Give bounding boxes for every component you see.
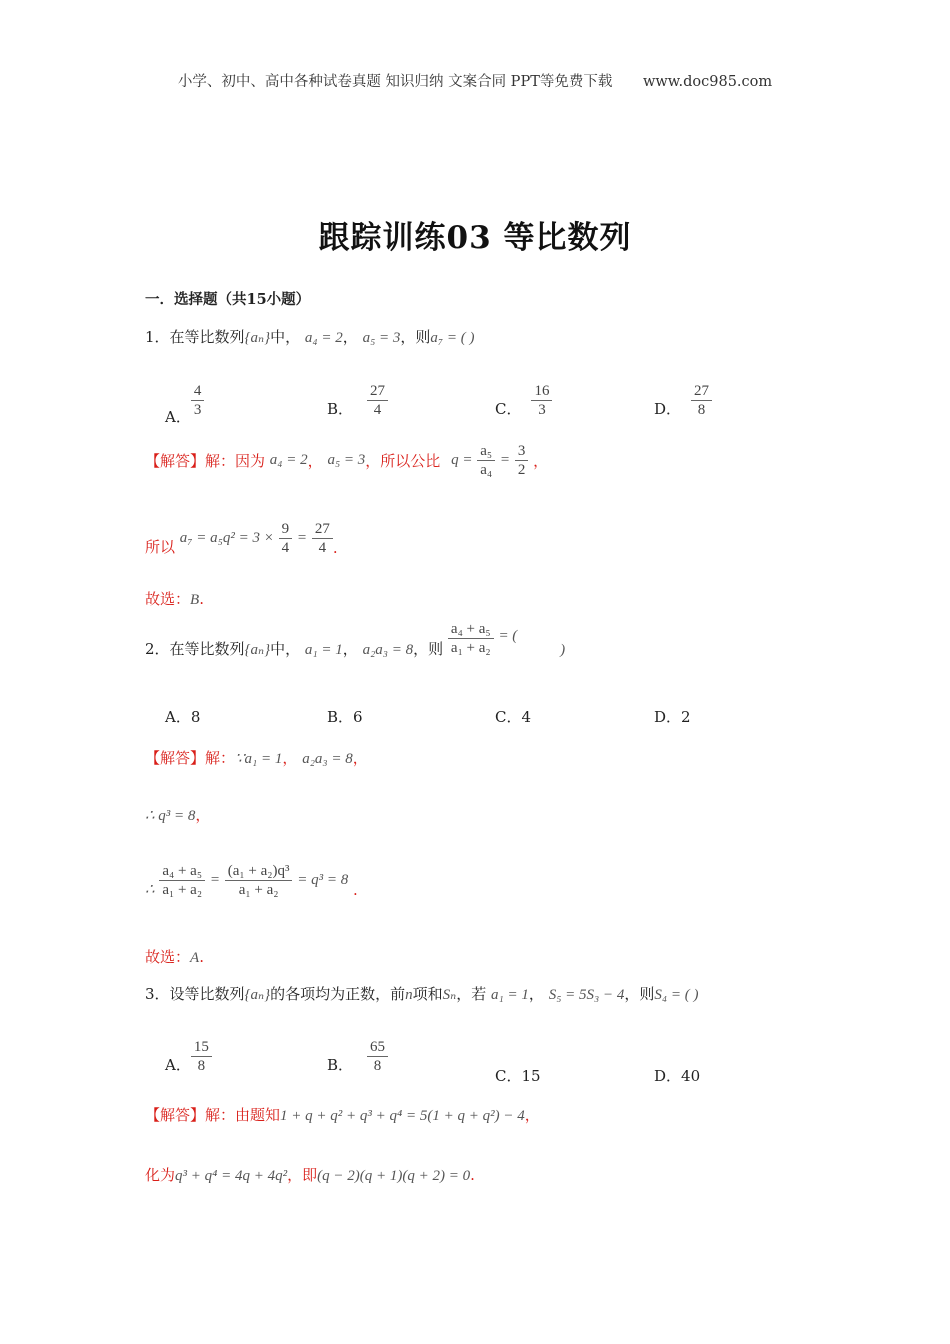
frac-num: (a₁ + a₂)q³ (225, 862, 293, 881)
q1-seq: {aₙ} (244, 330, 271, 346)
q3-solution-line1 (145, 1104, 540, 1125)
frac-den: 8 (697, 402, 706, 418)
header-text: 小学、初中、高中各种试卷真题 知识归纳 文案合同 PPT等免费下载 (177, 74, 613, 90)
frac-den: 4 (373, 402, 382, 418)
frac-den: 4 (281, 540, 290, 556)
option-label: A． (165, 708, 191, 726)
option-value: 8 (190, 708, 201, 726)
option-label: D． (654, 1067, 682, 1085)
solution-tag: 【解答】解：因为 (145, 452, 266, 470)
q2-option-c (495, 706, 531, 727)
frac-num: 15 (191, 1038, 212, 1057)
frac-num: 3 (515, 442, 529, 461)
q3-ask: S₄ = ( ) (654, 987, 699, 1003)
frac-den: 8 (373, 1058, 382, 1074)
question-1-stem (145, 326, 475, 347)
sol-expr: q³ + q⁴ = 4q + 4q² (175, 1168, 288, 1184)
q1-solution-line2 (145, 521, 338, 557)
q2-solution-line2 (145, 804, 210, 825)
sol-expr: a₇ = a₅q² = 3 × (179, 530, 274, 546)
q2-option-a (165, 706, 200, 727)
sol-step2: ∴ q³ = 8 (145, 808, 196, 824)
option-value: 4 (521, 708, 532, 726)
q2-prefix: 2．在等比数列 (145, 640, 245, 658)
frac-num: 27 (367, 382, 388, 401)
q1-solution-line1 (145, 442, 548, 479)
sol-cond1: ∵a₁ = 1 (235, 751, 283, 767)
q2-option-d (654, 706, 691, 727)
q1-cond1: a₄ = 2 (304, 330, 343, 346)
frac-num: a₅ (477, 442, 495, 461)
section-heading: 一．选择题（共15小题） (145, 291, 311, 308)
sol-comma: ， (307, 452, 323, 470)
q2-paren: ) (560, 642, 566, 658)
frac-num: 27 (691, 382, 712, 401)
q1-answer (145, 588, 204, 609)
sol-text: ，所以公比 (365, 452, 441, 470)
option-label: C． (495, 400, 522, 418)
q3-option-b (327, 1038, 388, 1075)
q2-solution-line3 (145, 862, 358, 899)
q3-then: ，则 (624, 985, 655, 1003)
frac-den: 3 (538, 402, 546, 418)
option-value: 6 (353, 708, 363, 726)
q1-cond2: a₅ = 3 (362, 330, 401, 346)
q1-option-c (495, 382, 552, 419)
option-label: B． (327, 1056, 354, 1074)
question-3-stem (145, 983, 698, 1004)
q3-option-c (495, 1065, 541, 1086)
frac-num: 9 (279, 520, 293, 539)
q3-text3: ，若 (456, 985, 487, 1003)
sol-prefix: 所以 (145, 538, 176, 556)
frac-den: a₁ + a₂ (238, 882, 279, 898)
q3-cond1: a₁ = 1 (491, 987, 529, 1003)
sol-end: ， (524, 1106, 540, 1124)
sol-end: . (353, 881, 358, 899)
sol-eq: = (499, 452, 511, 468)
page-title: 跟踪训练03 等比数列 (318, 220, 632, 256)
q1-option-a (165, 382, 204, 427)
frac-den: 8 (197, 1058, 206, 1074)
q1-then: ，则 (400, 328, 431, 346)
sol-end: . (332, 539, 338, 557)
q1-option-b (327, 382, 388, 419)
sol-eq: = (296, 530, 308, 546)
option-label: C． (495, 1067, 522, 1085)
q2-cond2: a₂a₃ = 8 (362, 642, 414, 658)
sol-cond1: a₄ = 2 (269, 452, 308, 468)
option-label: D． (654, 400, 682, 418)
sol-prefix: 化为 (145, 1166, 176, 1184)
q3-option-a (165, 1038, 212, 1075)
answer-end: . (199, 590, 204, 608)
frac-num: 65 (367, 1038, 388, 1057)
sol-eq: = (209, 872, 220, 888)
q1-mid: 中， (270, 328, 301, 346)
q1-ask: a₇ = ( ) (430, 330, 475, 346)
q1-comma: ， (342, 328, 358, 346)
q3-cond2: S₅ = 5S₃ − 4 (548, 987, 625, 1003)
option-label: B． (327, 400, 354, 418)
q2-cond1: a₁ = 1 (304, 642, 343, 658)
q3-n: n (405, 987, 413, 1003)
q3-prefix: 3．设等比数列 (145, 985, 245, 1003)
option-value: 40 (681, 1067, 701, 1085)
sol-rest: = q³ = 8 (297, 872, 349, 888)
q2-comma: ， (342, 640, 358, 658)
frac-num: 16 (531, 382, 552, 401)
solution-tag: 【解答】解： (145, 749, 236, 767)
sol-mid: ，即 (287, 1166, 318, 1184)
page-header (0, 70, 950, 91)
sol-expr: 1 + q + q² + q³ + q⁴ = 5(1 + q + q²) − 4 (280, 1108, 525, 1124)
q3-text1: 的各项均为正数，前 (270, 985, 406, 1003)
frac-den: 3 (193, 402, 202, 418)
therefore-symbol: ∴ (145, 882, 155, 898)
sol-end: ， (195, 806, 211, 824)
sol-expr2: (q − 2)(q + 1)(q + 2) = 0 (317, 1168, 471, 1184)
q2-seq: {aₙ} (244, 642, 271, 658)
q2-answer (145, 946, 204, 967)
option-value: 15 (521, 1067, 541, 1085)
answer-letter: B (190, 592, 200, 608)
answer-letter: A (190, 950, 200, 966)
question-2-stem (145, 620, 565, 659)
option-label: D． (654, 708, 682, 726)
answer-prefix: 故选： (145, 590, 191, 608)
q3-sn: Sₙ (442, 987, 457, 1003)
frac-num: 4 (191, 382, 205, 401)
header-site: www.doc985.com (642, 74, 773, 90)
frac-num: 27 (312, 520, 333, 539)
q3-seq: {aₙ} (244, 987, 271, 1003)
q3-text2: 项和 (412, 985, 443, 1003)
frac-den: a₁ + a₂ (162, 882, 203, 898)
solution-tag: 【解答】解：由题知 (145, 1106, 281, 1124)
frac-den: a₁ + a₂ (450, 640, 491, 656)
q2-option-b (327, 706, 363, 727)
sol-cond2: a₅ = 3 (327, 452, 366, 468)
option-label: B． (327, 708, 354, 726)
option-label: C． (495, 708, 522, 726)
q1-prefix: 1．在等比数列 (145, 328, 245, 346)
q3-comma: ， (528, 985, 544, 1003)
frac-den: 4 (318, 540, 327, 556)
sol-end: ， (352, 749, 368, 767)
frac-den: a₄ (480, 462, 493, 478)
q1-option-d (654, 382, 712, 419)
q3-solution-line2 (145, 1164, 475, 1185)
sol-comma: ， (282, 749, 298, 767)
sol-end: . (470, 1166, 475, 1184)
q2-mid: 中， (270, 640, 301, 658)
answer-end: . (199, 948, 204, 966)
sol-q: q = (451, 452, 473, 468)
sol-cond2: a₂a₃ = 8 (302, 751, 353, 767)
option-label: A． (165, 408, 191, 426)
q2-ask: = ( (498, 628, 518, 644)
option-label: A． (165, 1056, 191, 1074)
q2-then: ，则 (413, 640, 444, 658)
option-value: 2 (681, 708, 691, 726)
frac-den: 2 (517, 462, 526, 478)
q2-solution-line1 (145, 747, 368, 768)
sol-end: ， (533, 452, 549, 470)
frac-num: a₄ + a₅ (448, 620, 494, 639)
q3-option-d (654, 1065, 700, 1086)
frac-num: a₄ + a₅ (159, 862, 205, 881)
answer-prefix: 故选： (145, 948, 191, 966)
